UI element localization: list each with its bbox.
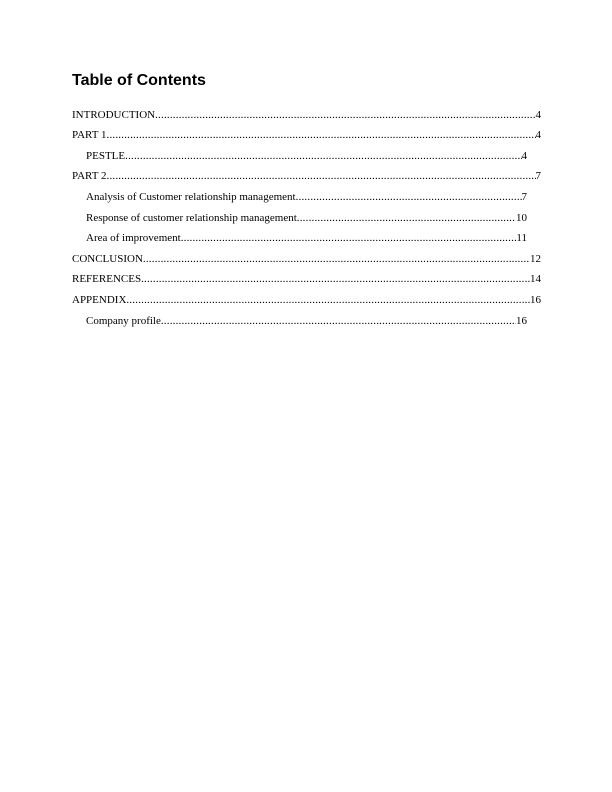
toc-entry-analysis-crm[interactable]: [86, 186, 527, 207]
toc-list: [72, 104, 542, 331]
toc-entry-page-number: 16: [530, 293, 541, 306]
toc-entry-label: APPENDIX: [72, 293, 127, 306]
toc-dot-leader: [126, 293, 530, 310]
toc-entry-page-number: 4: [535, 108, 541, 121]
toc-entry-conclusion[interactable]: [72, 248, 541, 269]
toc-entry-page-number: 12: [530, 252, 541, 265]
toc-entry-references[interactable]: [72, 269, 541, 290]
toc-entry-page-number: 4: [521, 149, 527, 162]
toc-dot-leader: [181, 231, 517, 248]
toc-dot-leader: [296, 190, 522, 207]
toc-dot-leader: [143, 252, 530, 269]
toc-entry-pestle[interactable]: [86, 145, 527, 166]
toc-entry-label: INTRODUCTION: [72, 108, 156, 121]
toc-entry-appendix[interactable]: [72, 289, 541, 310]
toc-entry-part-1[interactable]: [72, 125, 541, 146]
toc-entry-label: PART 2: [72, 170, 107, 183]
toc-entry-page-number: 7: [521, 190, 527, 203]
toc-title: Table of Contents: [72, 72, 206, 89]
toc-entry-part-2[interactable]: [72, 166, 541, 187]
toc-entry-label: PESTLE: [86, 149, 126, 162]
toc-entry-label: Company profile: [86, 314, 161, 327]
toc-entry-label: REFERENCES: [72, 273, 142, 286]
toc-entry-page-number: 14: [530, 273, 541, 286]
toc-dot-leader: [141, 272, 530, 289]
toc-entry-area-of-improvement[interactable]: [86, 228, 527, 249]
toc-dot-leader: [297, 211, 516, 228]
toc-entry-page-number: 11: [516, 232, 527, 245]
toc-dot-leader: [107, 169, 536, 186]
toc-dot-leader: [155, 108, 535, 125]
toc-entry-page-number: 10: [516, 211, 527, 224]
toc-entry-page-number: 16: [516, 314, 527, 327]
toc-entry-page-number: 4: [535, 129, 541, 142]
toc-entry-label: Response of customer relationship management: [86, 211, 297, 224]
toc-dot-leader: [107, 128, 536, 145]
toc-entry-label: CONCLUSION: [72, 252, 143, 265]
toc-entry-response-crm[interactable]: [86, 207, 527, 228]
toc-entry-page-number: 7: [535, 170, 541, 183]
toc-dot-leader: [125, 149, 521, 166]
toc-dot-leader: [161, 314, 516, 331]
toc-entry-label: Area of improvement: [86, 232, 181, 245]
toc-entry-company-profile[interactable]: [86, 310, 527, 331]
toc-entry-label: PART 1: [72, 129, 107, 142]
toc-entry-introduction[interactable]: [72, 104, 541, 125]
toc-entry-label: Analysis of Customer relationship management: [86, 190, 296, 203]
